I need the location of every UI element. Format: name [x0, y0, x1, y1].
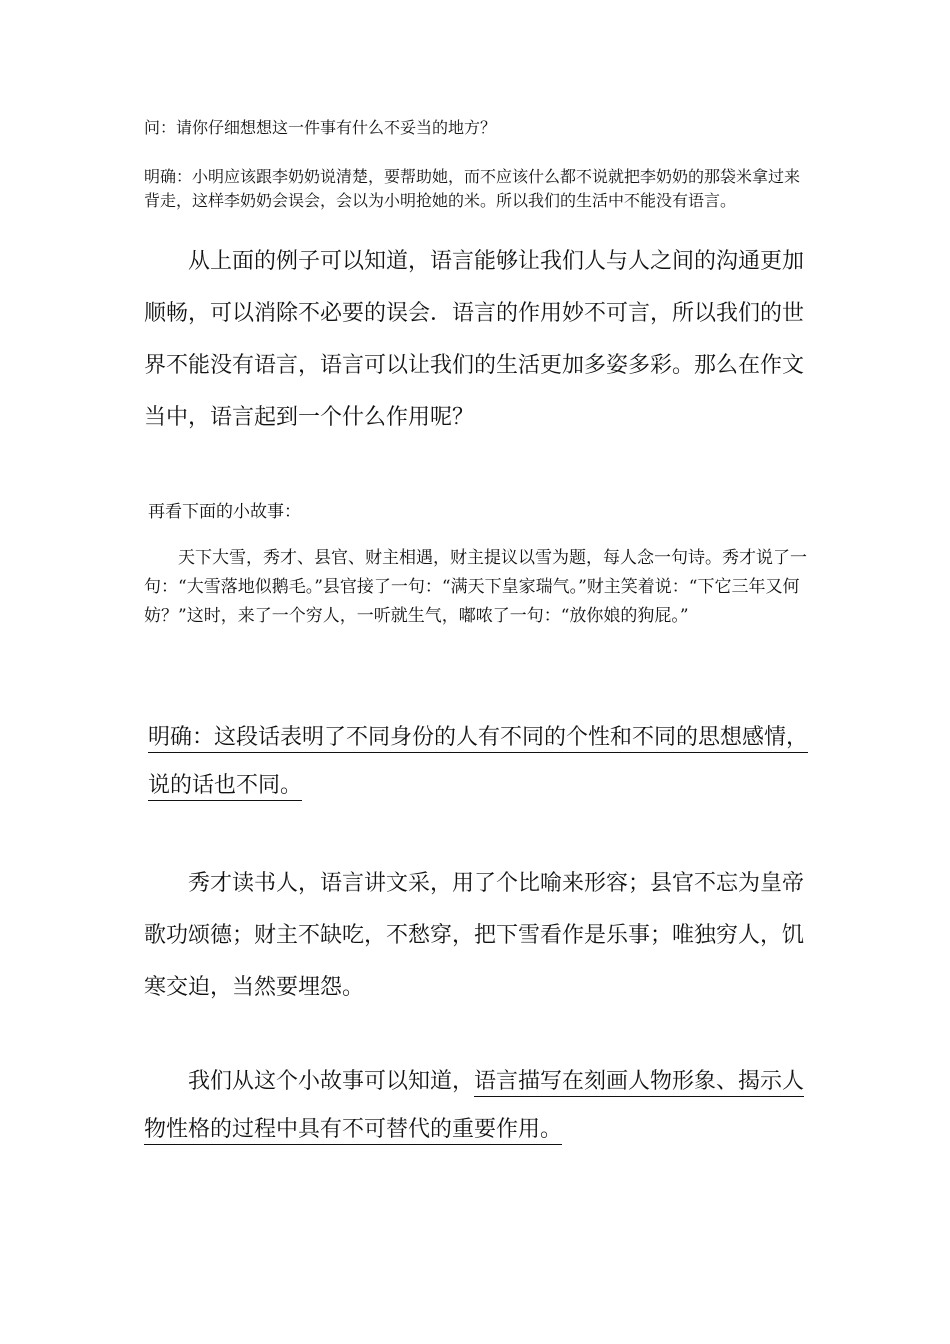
- answer-paragraph-2: [148, 714, 812, 810]
- story-intro: 再看下面的小故事：: [148, 502, 301, 522]
- body-paragraph-1: 从上面的例子可以知道，语言能够让我们人与人之间的沟通更加顺畅，可以消除不必要的误会．语言的作用妙不可言，所以我们的世界不能没有语言，语言可以让我们的生活更加多姿多彩。那么在作文当中，语言起到一个什么作用呢？: [144, 249, 805, 430]
- conclusion-lead: 我们从这个小故事可以知道，: [188, 1069, 475, 1094]
- body-paragraph-2: 秀才读书人，语言讲文采，用了个比喻来形容；县官不忘为皇帝歌功颂德；财主不缺吃，不愁穿，把下雪看作是乐事；唯独穷人，饥寒交迫，当然要埋怨。: [144, 871, 805, 1000]
- question-text: 问：请你仔细想想这一件事有什么不妥当的地方？: [144, 118, 497, 137]
- answer-underlined-text: 明确：这段话表明了不同身份的人有不同的个性和不同的思想感情，说的话也不同。: [148, 725, 808, 801]
- conclusion-underlined-text: 语言描写在刻画人物形象、揭示人物性格的过程中具有不可替代的重要作用。: [144, 1069, 804, 1145]
- story-paragraph: 天下大雪，秀才、县官、财主相遇，财主提议以雪为题，每人念一句诗。秀才说了一句：“大雪落地似鹅毛。”县官接了一句：“满天下皇家瑞气。”财主笑着说：“下它三年又何妨？”这时，来了一个穷人，一听就生气，嘟哝了一句：“放你娘的狗屁。”: [144, 548, 807, 626]
- conclusion-paragraph: [144, 1058, 810, 1154]
- answer-paragraph-1: 明确：小明应该跟李奶奶说清楚，要帮助她，而不应该什么都不说就把李奶奶的那袋米拿过来背走，这样李奶奶会误会，会以为小明抢她的米。所以我们的生活中不能没有语言。: [144, 167, 801, 210]
